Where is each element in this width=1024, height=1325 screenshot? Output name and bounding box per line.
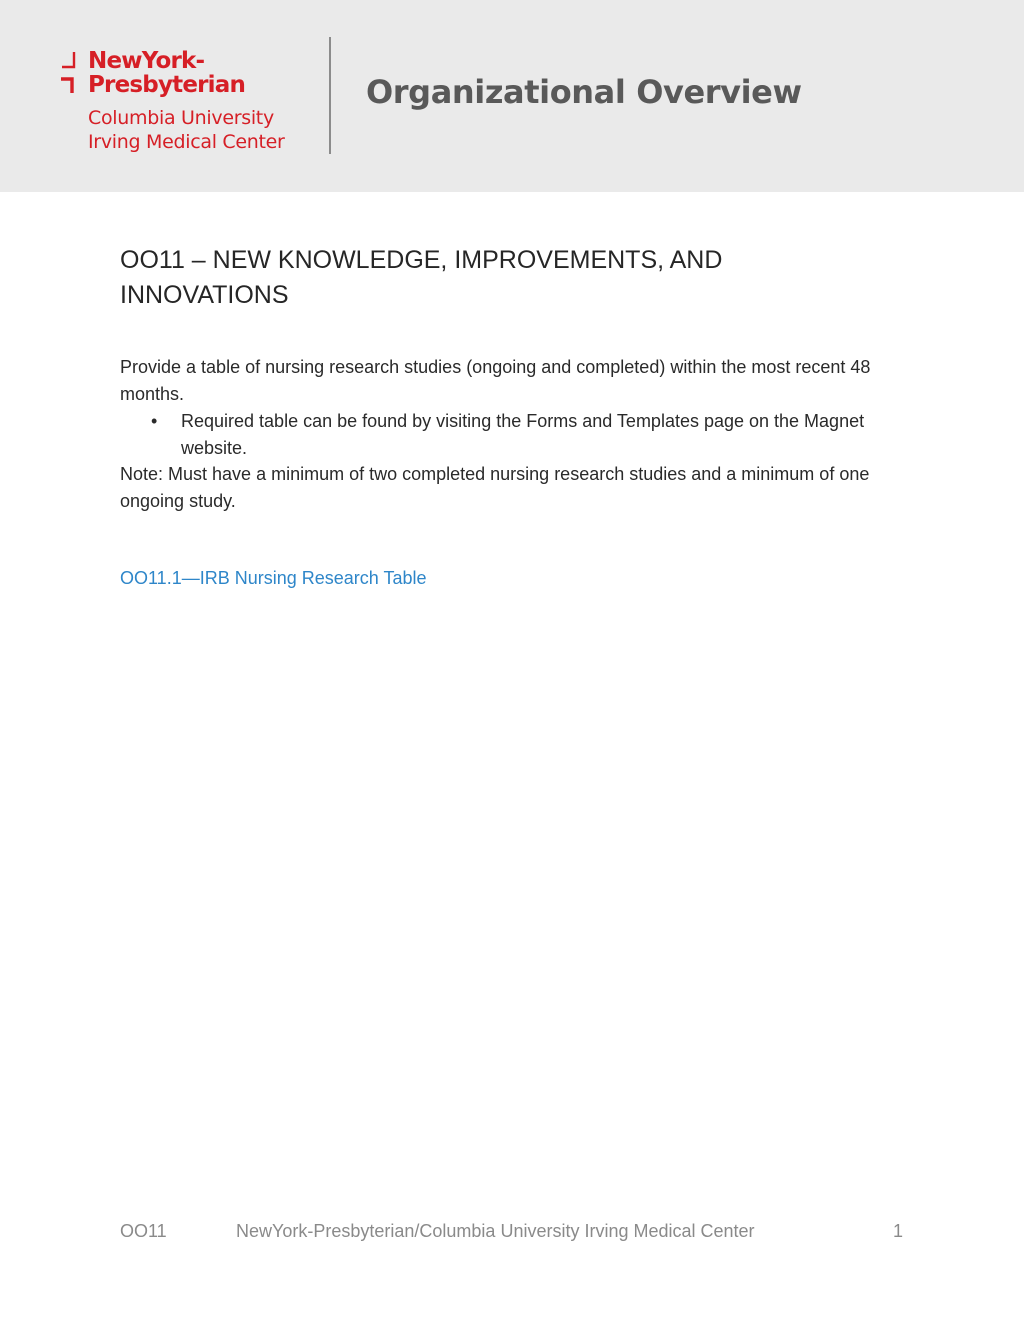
bullet-icon: • bbox=[151, 411, 158, 431]
note-paragraph: Note: Must have a minimum of two completed nursing research studies and a minimum of one ongoing study. bbox=[120, 464, 870, 511]
logo-text-line-1: NewYork- bbox=[88, 48, 205, 74]
nyp-logo bbox=[60, 48, 320, 160]
header-band bbox=[0, 0, 1024, 192]
footer-section-code: OO11 bbox=[120, 1221, 167, 1241]
nyp-logo-mark-icon bbox=[60, 48, 86, 100]
requirement-list bbox=[120, 408, 910, 461]
intro-paragraph: Provide a table of nursing research studies (ongoing and completed) within the most recent 48 months. bbox=[120, 357, 871, 404]
footer-page-number: 1 bbox=[893, 1221, 904, 1241]
logo-text-line-2: Presbyterian bbox=[88, 72, 246, 98]
list-item bbox=[120, 408, 910, 461]
logo-text-line-3: Columbia University bbox=[88, 107, 274, 129]
footer-organization: NewYork-Presbyterian/Columbia University Irving Medical Center bbox=[236, 1221, 755, 1241]
irb-research-table-link[interactable]: OO11.1—IRB Nursing Research Table bbox=[120, 568, 427, 588]
page-title: Organizational Overview bbox=[366, 73, 802, 111]
logo-text-line-4: Irving Medical Center bbox=[88, 131, 285, 153]
header-divider bbox=[329, 37, 331, 154]
section-heading: OO11 – NEW KNOWLEDGE, IMPROVEMENTS, AND INNOVATIONS bbox=[120, 246, 723, 309]
list-item-text: Required table can be found by visiting the Forms and Templates page on the Magnet website. bbox=[181, 411, 865, 458]
